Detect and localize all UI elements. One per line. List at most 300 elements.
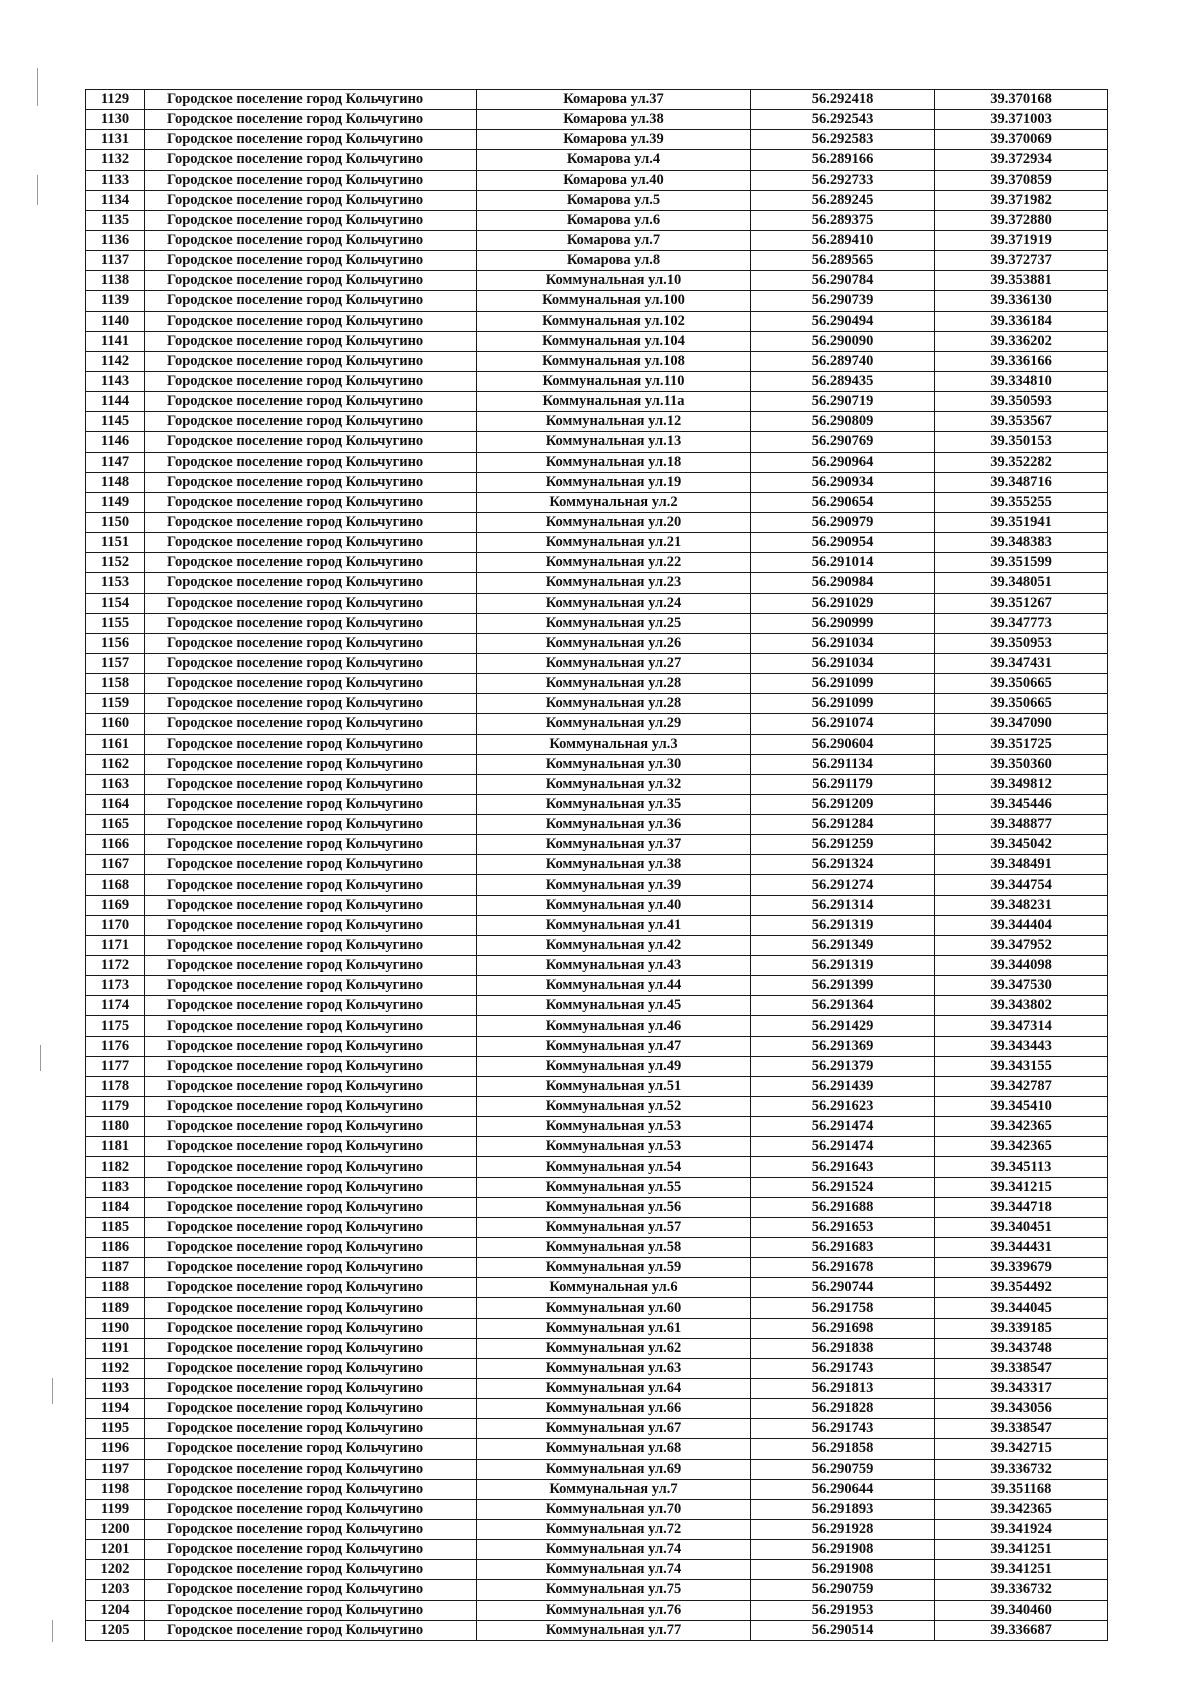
longitude-cell: 39.355255 <box>935 492 1108 512</box>
settlement-name-cell: Городское поселение город Кольчугино <box>145 1197 477 1217</box>
street-address-cell: Коммунальная ул.37 <box>477 835 751 855</box>
row-number-cell: 1194 <box>86 1399 145 1419</box>
row-number-cell: 1136 <box>86 230 145 250</box>
street-address-cell: Коммунальная ул.76 <box>477 1600 751 1620</box>
row-number-cell: 1137 <box>86 251 145 271</box>
table-row <box>86 774 1108 794</box>
street-address-cell: Коммунальная ул.68 <box>477 1439 751 1459</box>
latitude-cell: 56.291324 <box>751 855 935 875</box>
row-number-cell: 1203 <box>86 1580 145 1600</box>
table-row <box>86 412 1108 432</box>
table-row <box>86 1439 1108 1459</box>
street-address-cell: Коммунальная ул.13 <box>477 432 751 452</box>
table-row <box>86 1117 1108 1137</box>
table-row <box>86 794 1108 814</box>
street-address-cell: Коммунальная ул.7 <box>477 1479 751 1499</box>
street-address-cell: Коммунальная ул.20 <box>477 512 751 532</box>
row-number-cell: 1155 <box>86 613 145 633</box>
table-row <box>86 1197 1108 1217</box>
row-number-cell: 1181 <box>86 1137 145 1157</box>
settlement-name-cell: Городское поселение город Кольчугино <box>145 915 477 935</box>
settlement-name-cell: Городское поселение город Кольчугино <box>145 1036 477 1056</box>
table-row <box>86 1479 1108 1499</box>
street-address-cell: Коммунальная ул.28 <box>477 694 751 714</box>
settlement-name-cell: Городское поселение город Кольчугино <box>145 815 477 835</box>
settlement-name-cell: Городское поселение город Кольчугино <box>145 1358 477 1378</box>
row-number-cell: 1148 <box>86 472 145 492</box>
longitude-cell: 39.338547 <box>935 1358 1108 1378</box>
latitude-cell: 56.291399 <box>751 976 935 996</box>
longitude-cell: 39.344404 <box>935 915 1108 935</box>
longitude-cell: 39.347090 <box>935 714 1108 734</box>
table-row <box>86 1177 1108 1197</box>
latitude-cell: 56.292418 <box>751 90 935 110</box>
street-address-cell: Коммунальная ул.35 <box>477 794 751 814</box>
row-number-cell: 1151 <box>86 533 145 553</box>
street-address-cell: Коммунальная ул.3 <box>477 734 751 754</box>
table-row <box>86 271 1108 291</box>
street-address-cell: Коммунальная ул.70 <box>477 1499 751 1519</box>
settlement-name-cell: Городское поселение город Кольчугино <box>145 1580 477 1600</box>
latitude-cell: 56.291014 <box>751 553 935 573</box>
settlement-name-cell: Городское поселение город Кольчугино <box>145 734 477 754</box>
latitude-cell: 56.291858 <box>751 1439 935 1459</box>
row-number-cell: 1190 <box>86 1318 145 1338</box>
row-number-cell: 1147 <box>86 452 145 472</box>
table-row <box>86 1238 1108 1258</box>
row-number-cell: 1145 <box>86 412 145 432</box>
row-number-cell: 1131 <box>86 130 145 150</box>
longitude-cell: 39.344754 <box>935 875 1108 895</box>
settlement-name-cell: Городское поселение город Кольчугино <box>145 573 477 593</box>
street-address-cell: Коммунальная ул.52 <box>477 1097 751 1117</box>
scan-artifact <box>40 1045 41 1071</box>
row-number-cell: 1186 <box>86 1238 145 1258</box>
longitude-cell: 39.370168 <box>935 90 1108 110</box>
row-number-cell: 1163 <box>86 774 145 794</box>
latitude-cell: 56.291758 <box>751 1298 935 1318</box>
settlement-name-cell: Городское поселение город Кольчугино <box>145 674 477 694</box>
settlement-name-cell: Городское поселение город Кольчугино <box>145 1459 477 1479</box>
street-address-cell: Коммунальная ул.10 <box>477 271 751 291</box>
street-address-cell: Комарова ул.40 <box>477 170 751 190</box>
table-row <box>86 653 1108 673</box>
settlement-name-cell: Городское поселение город Кольчугино <box>145 653 477 673</box>
table-row <box>86 1600 1108 1620</box>
longitude-cell: 39.350665 <box>935 674 1108 694</box>
settlement-name-cell: Городское поселение город Кольчугино <box>145 1379 477 1399</box>
row-number-cell: 1149 <box>86 492 145 512</box>
street-address-cell: Коммунальная ул.21 <box>477 533 751 553</box>
longitude-cell: 39.336732 <box>935 1459 1108 1479</box>
longitude-cell: 39.336687 <box>935 1620 1108 1640</box>
street-address-cell: Коммунальная ул.61 <box>477 1318 751 1338</box>
longitude-cell: 39.349812 <box>935 774 1108 794</box>
longitude-cell: 39.344718 <box>935 1197 1108 1217</box>
latitude-cell: 56.290984 <box>751 573 935 593</box>
settlement-name-cell: Городское поселение город Кольчугино <box>145 1298 477 1318</box>
table-row <box>86 371 1108 391</box>
longitude-cell: 39.340460 <box>935 1600 1108 1620</box>
row-number-cell: 1192 <box>86 1358 145 1378</box>
row-number-cell: 1152 <box>86 553 145 573</box>
table-row <box>86 593 1108 613</box>
row-number-cell: 1161 <box>86 734 145 754</box>
settlement-name-cell: Городское поселение город Кольчугино <box>145 392 477 412</box>
longitude-cell: 39.351941 <box>935 512 1108 532</box>
street-address-cell: Комарова ул.5 <box>477 190 751 210</box>
table-row <box>86 432 1108 452</box>
settlement-name-cell: Городское поселение город Кольчугино <box>145 1560 477 1580</box>
settlement-name-cell: Городское поселение город Кольчугино <box>145 351 477 371</box>
latitude-cell: 56.292583 <box>751 130 935 150</box>
longitude-cell: 39.348877 <box>935 815 1108 835</box>
latitude-cell: 56.291099 <box>751 694 935 714</box>
latitude-cell: 56.291314 <box>751 895 935 915</box>
longitude-cell: 39.354492 <box>935 1278 1108 1298</box>
latitude-cell: 56.290654 <box>751 492 935 512</box>
street-address-cell: Коммунальная ул.57 <box>477 1217 751 1237</box>
settlement-name-cell: Городское поселение город Кольчугино <box>145 412 477 432</box>
latitude-cell: 56.291928 <box>751 1519 935 1539</box>
settlement-name-cell: Городское поселение город Кольчугино <box>145 694 477 714</box>
table-row <box>86 573 1108 593</box>
row-number-cell: 1204 <box>86 1600 145 1620</box>
latitude-cell: 56.291683 <box>751 1238 935 1258</box>
row-number-cell: 1198 <box>86 1479 145 1499</box>
row-number-cell: 1168 <box>86 875 145 895</box>
settlement-name-cell: Городское поселение город Кольчугино <box>145 895 477 915</box>
longitude-cell: 39.350953 <box>935 633 1108 653</box>
table-row <box>86 1278 1108 1298</box>
latitude-cell: 56.291074 <box>751 714 935 734</box>
settlement-name-cell: Городское поселение город Кольчугино <box>145 251 477 271</box>
street-address-cell: Коммунальная ул.110 <box>477 371 751 391</box>
row-number-cell: 1164 <box>86 794 145 814</box>
scan-artifact <box>37 68 38 106</box>
street-address-cell: Коммунальная ул.63 <box>477 1358 751 1378</box>
longitude-cell: 39.345042 <box>935 835 1108 855</box>
street-address-cell: Коммунальная ул.51 <box>477 1076 751 1096</box>
table-row <box>86 492 1108 512</box>
latitude-cell: 56.289410 <box>751 230 935 250</box>
table-row <box>86 1097 1108 1117</box>
latitude-cell: 56.291099 <box>751 674 935 694</box>
longitude-cell: 39.371003 <box>935 110 1108 130</box>
table-row <box>86 694 1108 714</box>
table-row <box>86 754 1108 774</box>
street-address-cell: Комарова ул.37 <box>477 90 751 110</box>
street-address-cell: Коммунальная ул.104 <box>477 331 751 351</box>
table-row <box>86 90 1108 110</box>
longitude-cell: 39.348051 <box>935 573 1108 593</box>
latitude-cell: 56.291259 <box>751 835 935 855</box>
table-row <box>86 1016 1108 1036</box>
street-address-cell: Коммунальная ул.18 <box>477 452 751 472</box>
row-number-cell: 1140 <box>86 311 145 331</box>
settlement-name-cell: Городское поселение город Кольчугино <box>145 1519 477 1539</box>
settlement-name-cell: Городское поселение город Кольчугино <box>145 190 477 210</box>
table-row <box>86 1217 1108 1237</box>
street-address-cell: Коммунальная ул.72 <box>477 1519 751 1539</box>
settlement-name-cell: Городское поселение город Кольчугино <box>145 935 477 955</box>
row-number-cell: 1157 <box>86 653 145 673</box>
latitude-cell: 56.292733 <box>751 170 935 190</box>
latitude-cell: 56.289565 <box>751 251 935 271</box>
longitude-cell: 39.371982 <box>935 190 1108 210</box>
latitude-cell: 56.290090 <box>751 331 935 351</box>
table-row <box>86 553 1108 573</box>
longitude-cell: 39.344098 <box>935 956 1108 976</box>
settlement-name-cell: Городское поселение город Кольчугино <box>145 875 477 895</box>
street-address-cell: Коммунальная ул.56 <box>477 1197 751 1217</box>
table-row <box>86 1036 1108 1056</box>
longitude-cell: 39.347431 <box>935 653 1108 673</box>
street-address-cell: Коммунальная ул.23 <box>477 573 751 593</box>
street-address-cell: Коммунальная ул.29 <box>477 714 751 734</box>
row-number-cell: 1154 <box>86 593 145 613</box>
street-address-cell: Коммунальная ул.59 <box>477 1258 751 1278</box>
street-address-cell: Коммунальная ул.53 <box>477 1137 751 1157</box>
street-address-cell: Комарова ул.38 <box>477 110 751 130</box>
longitude-cell: 39.343317 <box>935 1379 1108 1399</box>
street-address-cell: Коммунальная ул.46 <box>477 1016 751 1036</box>
table-row <box>86 1157 1108 1177</box>
street-address-cell: Коммунальная ул.38 <box>477 855 751 875</box>
latitude-cell: 56.289740 <box>751 351 935 371</box>
row-number-cell: 1153 <box>86 573 145 593</box>
table-row <box>86 1076 1108 1096</box>
settlement-name-cell: Городское поселение город Кольчугино <box>145 996 477 1016</box>
scan-artifact <box>37 175 38 205</box>
latitude-cell: 56.292543 <box>751 110 935 130</box>
latitude-cell: 56.291688 <box>751 1197 935 1217</box>
settlement-name-cell: Городское поселение город Кольчугино <box>145 331 477 351</box>
settlement-name-cell: Городское поселение город Кольчугино <box>145 593 477 613</box>
row-number-cell: 1182 <box>86 1157 145 1177</box>
table-row <box>86 1499 1108 1519</box>
latitude-cell: 56.291653 <box>751 1217 935 1237</box>
row-number-cell: 1134 <box>86 190 145 210</box>
row-number-cell: 1143 <box>86 371 145 391</box>
longitude-cell: 39.372737 <box>935 251 1108 271</box>
latitude-cell: 56.291439 <box>751 1076 935 1096</box>
street-address-cell: Коммунальная ул.53 <box>477 1117 751 1137</box>
latitude-cell: 56.291698 <box>751 1318 935 1338</box>
table-row <box>86 1318 1108 1338</box>
table-row <box>86 875 1108 895</box>
latitude-cell: 56.289435 <box>751 371 935 391</box>
row-number-cell: 1189 <box>86 1298 145 1318</box>
longitude-cell: 39.341215 <box>935 1177 1108 1197</box>
settlement-name-cell: Городское поселение город Кольчугино <box>145 1338 477 1358</box>
settlement-name-cell: Городское поселение город Кольчугино <box>145 90 477 110</box>
street-address-cell: Коммунальная ул.22 <box>477 553 751 573</box>
latitude-cell: 56.291474 <box>751 1137 935 1157</box>
row-number-cell: 1188 <box>86 1278 145 1298</box>
latitude-cell: 56.291034 <box>751 633 935 653</box>
longitude-cell: 39.342787 <box>935 1076 1108 1096</box>
street-address-cell: Коммунальная ул.40 <box>477 895 751 915</box>
longitude-cell: 39.343155 <box>935 1056 1108 1076</box>
table-row <box>86 130 1108 150</box>
longitude-cell: 39.350153 <box>935 432 1108 452</box>
longitude-cell: 39.348491 <box>935 855 1108 875</box>
street-address-cell: Коммунальная ул.28 <box>477 674 751 694</box>
row-number-cell: 1184 <box>86 1197 145 1217</box>
street-address-cell: Коммунальная ул.2 <box>477 492 751 512</box>
longitude-cell: 39.372934 <box>935 150 1108 170</box>
settlement-name-cell: Городское поселение город Кольчугино <box>145 1278 477 1298</box>
settlement-name-cell: Городское поселение город Кольчугино <box>145 1620 477 1640</box>
table-row <box>86 633 1108 653</box>
longitude-cell: 39.341924 <box>935 1519 1108 1539</box>
row-number-cell: 1178 <box>86 1076 145 1096</box>
settlement-name-cell: Городское поселение город Кольчугино <box>145 210 477 230</box>
street-address-cell: Комарова ул.4 <box>477 150 751 170</box>
latitude-cell: 56.291743 <box>751 1358 935 1378</box>
table-row <box>86 170 1108 190</box>
longitude-cell: 39.344431 <box>935 1238 1108 1258</box>
settlement-name-cell: Городское поселение город Кольчугино <box>145 1439 477 1459</box>
street-address-cell: Коммунальная ул.64 <box>477 1379 751 1399</box>
longitude-cell: 39.351725 <box>935 734 1108 754</box>
latitude-cell: 56.291284 <box>751 815 935 835</box>
latitude-cell: 56.291908 <box>751 1560 935 1580</box>
table-row <box>86 1560 1108 1580</box>
settlement-name-cell: Городское поселение город Кольчугино <box>145 472 477 492</box>
longitude-cell: 39.350593 <box>935 392 1108 412</box>
longitude-cell: 39.341251 <box>935 1560 1108 1580</box>
street-address-cell: Коммунальная ул.60 <box>477 1298 751 1318</box>
longitude-cell: 39.347314 <box>935 1016 1108 1036</box>
latitude-cell: 56.290964 <box>751 452 935 472</box>
street-address-cell: Коммунальная ул.41 <box>477 915 751 935</box>
latitude-cell: 56.291179 <box>751 774 935 794</box>
longitude-cell: 39.372880 <box>935 210 1108 230</box>
row-number-cell: 1156 <box>86 633 145 653</box>
latitude-cell: 56.291429 <box>751 1016 935 1036</box>
row-number-cell: 1162 <box>86 754 145 774</box>
table-row <box>86 714 1108 734</box>
row-number-cell: 1195 <box>86 1419 145 1439</box>
table-row <box>86 935 1108 955</box>
row-number-cell: 1183 <box>86 1177 145 1197</box>
table-row <box>86 976 1108 996</box>
table-row <box>86 1419 1108 1439</box>
longitude-cell: 39.351267 <box>935 593 1108 613</box>
latitude-cell: 56.290514 <box>751 1620 935 1640</box>
latitude-cell: 56.290759 <box>751 1459 935 1479</box>
row-number-cell: 1133 <box>86 170 145 190</box>
table-row <box>86 311 1108 331</box>
longitude-cell: 39.343443 <box>935 1036 1108 1056</box>
row-number-cell: 1179 <box>86 1097 145 1117</box>
settlement-name-cell: Городское поселение город Кольчугино <box>145 1399 477 1419</box>
row-number-cell: 1193 <box>86 1379 145 1399</box>
street-address-cell: Коммунальная ул.32 <box>477 774 751 794</box>
longitude-cell: 39.342715 <box>935 1439 1108 1459</box>
table-row <box>86 996 1108 1016</box>
latitude-cell: 56.290719 <box>751 392 935 412</box>
row-number-cell: 1135 <box>86 210 145 230</box>
latitude-cell: 56.291034 <box>751 653 935 673</box>
street-address-cell: Комарова ул.8 <box>477 251 751 271</box>
settlement-name-cell: Городское поселение город Кольчугино <box>145 553 477 573</box>
row-number-cell: 1130 <box>86 110 145 130</box>
latitude-cell: 56.290934 <box>751 472 935 492</box>
longitude-cell: 39.342365 <box>935 1499 1108 1519</box>
latitude-cell: 56.291743 <box>751 1419 935 1439</box>
settlement-name-cell: Городское поселение город Кольчугино <box>145 754 477 774</box>
row-number-cell: 1166 <box>86 835 145 855</box>
latitude-cell: 56.290739 <box>751 291 935 311</box>
row-number-cell: 1199 <box>86 1499 145 1519</box>
settlement-name-cell: Городское поселение город Кольчугино <box>145 1318 477 1338</box>
street-address-cell: Коммунальная ул.42 <box>477 935 751 955</box>
table-row <box>86 613 1108 633</box>
longitude-cell: 39.350360 <box>935 754 1108 774</box>
street-address-cell: Коммунальная ул.19 <box>477 472 751 492</box>
longitude-cell: 39.370069 <box>935 130 1108 150</box>
latitude-cell: 56.291908 <box>751 1540 935 1560</box>
street-address-cell: Коммунальная ул.36 <box>477 815 751 835</box>
settlement-name-cell: Городское поселение город Кольчугино <box>145 1600 477 1620</box>
table-row <box>86 1258 1108 1278</box>
row-number-cell: 1165 <box>86 815 145 835</box>
longitude-cell: 39.345410 <box>935 1097 1108 1117</box>
table-row <box>86 110 1108 130</box>
longitude-cell: 39.350665 <box>935 694 1108 714</box>
latitude-cell: 56.290954 <box>751 533 935 553</box>
latitude-cell: 56.290769 <box>751 432 935 452</box>
street-address-cell: Коммунальная ул.74 <box>477 1560 751 1580</box>
street-address-cell: Коммунальная ул.66 <box>477 1399 751 1419</box>
row-number-cell: 1138 <box>86 271 145 291</box>
settlement-name-cell: Городское поселение город Кольчугино <box>145 452 477 472</box>
settlement-name-cell: Городское поселение город Кольчугино <box>145 130 477 150</box>
longitude-cell: 39.343802 <box>935 996 1108 1016</box>
longitude-cell: 39.340451 <box>935 1217 1108 1237</box>
street-address-cell: Коммунальная ул.24 <box>477 593 751 613</box>
latitude-cell: 56.290494 <box>751 311 935 331</box>
settlement-name-cell: Городское поселение город Кольчугино <box>145 311 477 331</box>
longitude-cell: 39.353881 <box>935 271 1108 291</box>
row-number-cell: 1159 <box>86 694 145 714</box>
row-number-cell: 1141 <box>86 331 145 351</box>
street-address-cell: Коммунальная ул.67 <box>477 1419 751 1439</box>
row-number-cell: 1150 <box>86 512 145 532</box>
settlement-name-cell: Городское поселение город Кольчугино <box>145 1137 477 1157</box>
longitude-cell: 39.370859 <box>935 170 1108 190</box>
table-row <box>86 734 1108 754</box>
table-row <box>86 1338 1108 1358</box>
settlement-name-cell: Городское поселение город Кольчугино <box>145 1258 477 1278</box>
settlement-name-cell: Городское поселение город Кольчугино <box>145 714 477 734</box>
settlement-name-cell: Городское поселение город Кольчугино <box>145 956 477 976</box>
street-address-cell: Коммунальная ул.108 <box>477 351 751 371</box>
latitude-cell: 56.291893 <box>751 1499 935 1519</box>
table-row <box>86 392 1108 412</box>
table-row <box>86 1379 1108 1399</box>
street-address-cell: Комарова ул.39 <box>477 130 751 150</box>
settlement-name-cell: Городское поселение город Кольчугино <box>145 432 477 452</box>
settlement-name-cell: Городское поселение город Кольчугино <box>145 512 477 532</box>
settlement-name-cell: Городское поселение город Кольчугино <box>145 855 477 875</box>
row-number-cell: 1171 <box>86 935 145 955</box>
table-row <box>86 835 1108 855</box>
latitude-cell: 56.290744 <box>751 1278 935 1298</box>
